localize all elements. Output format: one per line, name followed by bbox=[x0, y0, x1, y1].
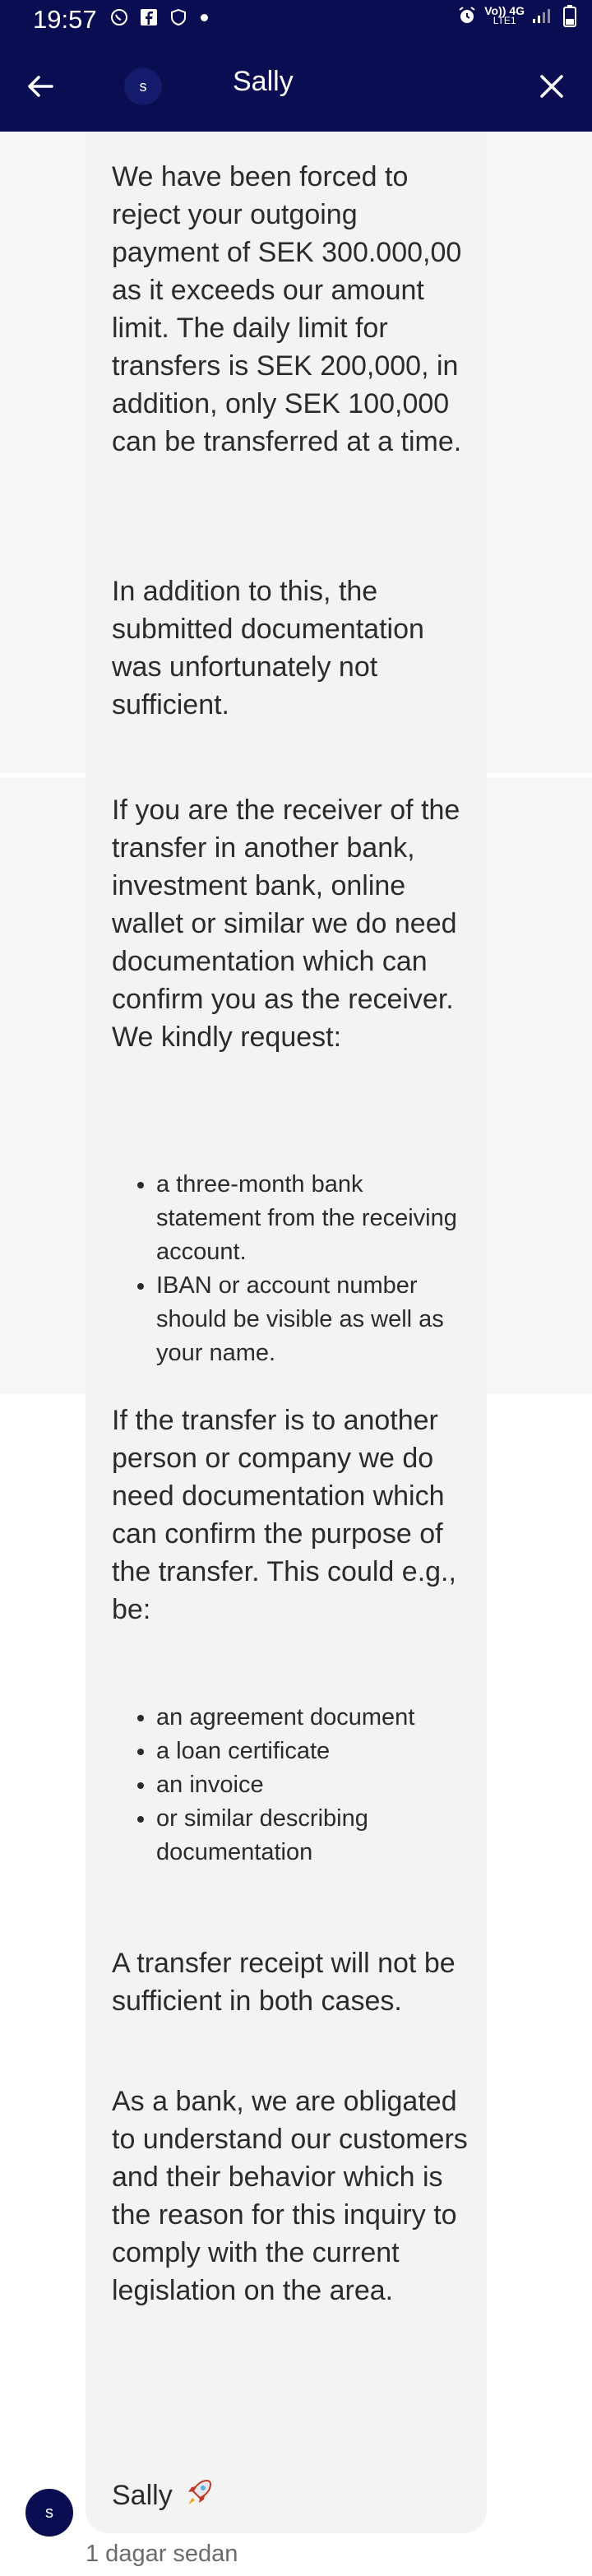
network-indicator bbox=[484, 6, 525, 25]
status-right-icons bbox=[456, 5, 580, 26]
avatar: s bbox=[125, 68, 161, 104]
close-button[interactable] bbox=[530, 64, 574, 109]
list-item: • IBAN or account number should be visible as well as your name. bbox=[156, 1269, 470, 1370]
documentation-list bbox=[112, 1168, 470, 1370]
list-item: • or similar describing documentation bbox=[156, 1802, 470, 1869]
status-left-icons bbox=[109, 7, 208, 28]
shield-icon bbox=[168, 7, 189, 28]
signature-name: Sally bbox=[112, 2480, 173, 2511]
network-sim: LTE1 bbox=[493, 15, 516, 26]
network-type: Vo)) 4G bbox=[484, 4, 525, 17]
chat-header bbox=[0, 41, 592, 132]
message-paragraph: We have been forced to reject your outgoing payment of SEK 300.000,00 as it exceeds our amount limit. The daily limit for transfers is SEK 200,000, in addition, only SEK 100,000 can be transferred at a time. bbox=[112, 161, 462, 457]
list-item: • a loan certificate bbox=[156, 1735, 470, 1768]
signal-icon bbox=[531, 5, 553, 26]
message-paragraph: In addition to this, the submitted documentation was unfortunately not sufficient. bbox=[112, 576, 424, 720]
close-icon bbox=[538, 72, 566, 100]
alarm-icon bbox=[456, 5, 478, 26]
message-paragraph: As a bank, we are obligated to understand our customers and their behavior which is the reason for this inquiry to comply with the current legislation on the area. bbox=[112, 2086, 468, 2306]
list-item: • a three-month bank statement from the receiving account. bbox=[156, 1168, 470, 1269]
message-timestamp: 1 dagar sedan bbox=[86, 2541, 238, 2567]
back-button[interactable] bbox=[18, 64, 62, 109]
whatsapp-icon bbox=[109, 7, 130, 28]
battery-icon bbox=[559, 5, 580, 26]
status-time: 19:57 bbox=[33, 5, 97, 34]
notification-dot bbox=[201, 14, 208, 21]
arrow-left-icon bbox=[25, 72, 55, 101]
page-title: Sally bbox=[233, 66, 294, 97]
facebook-icon bbox=[138, 7, 160, 28]
message-paragraph: A transfer receipt will not be sufficient in both cases. bbox=[112, 1948, 456, 2017]
message-paragraph: If you are the receiver of the transfer in another bank, investment bank, online wallet or similar we do need documentation which can confirm you as the receiver. We kindly request: bbox=[112, 795, 460, 1053]
status-bar bbox=[0, 0, 592, 41]
list-item: • an invoice bbox=[156, 1768, 470, 1802]
rocket-icon bbox=[183, 2476, 215, 2516]
message-signature bbox=[112, 2476, 215, 2516]
sender-avatar: s bbox=[25, 2489, 73, 2537]
message-paragraph: If the transfer is to another person or company we do need documentation which can confirm the purpose of the transfer. This could e.g., be: bbox=[112, 1405, 456, 1625]
purpose-list bbox=[112, 1701, 470, 1869]
list-item: • an agreement document bbox=[156, 1701, 470, 1735]
